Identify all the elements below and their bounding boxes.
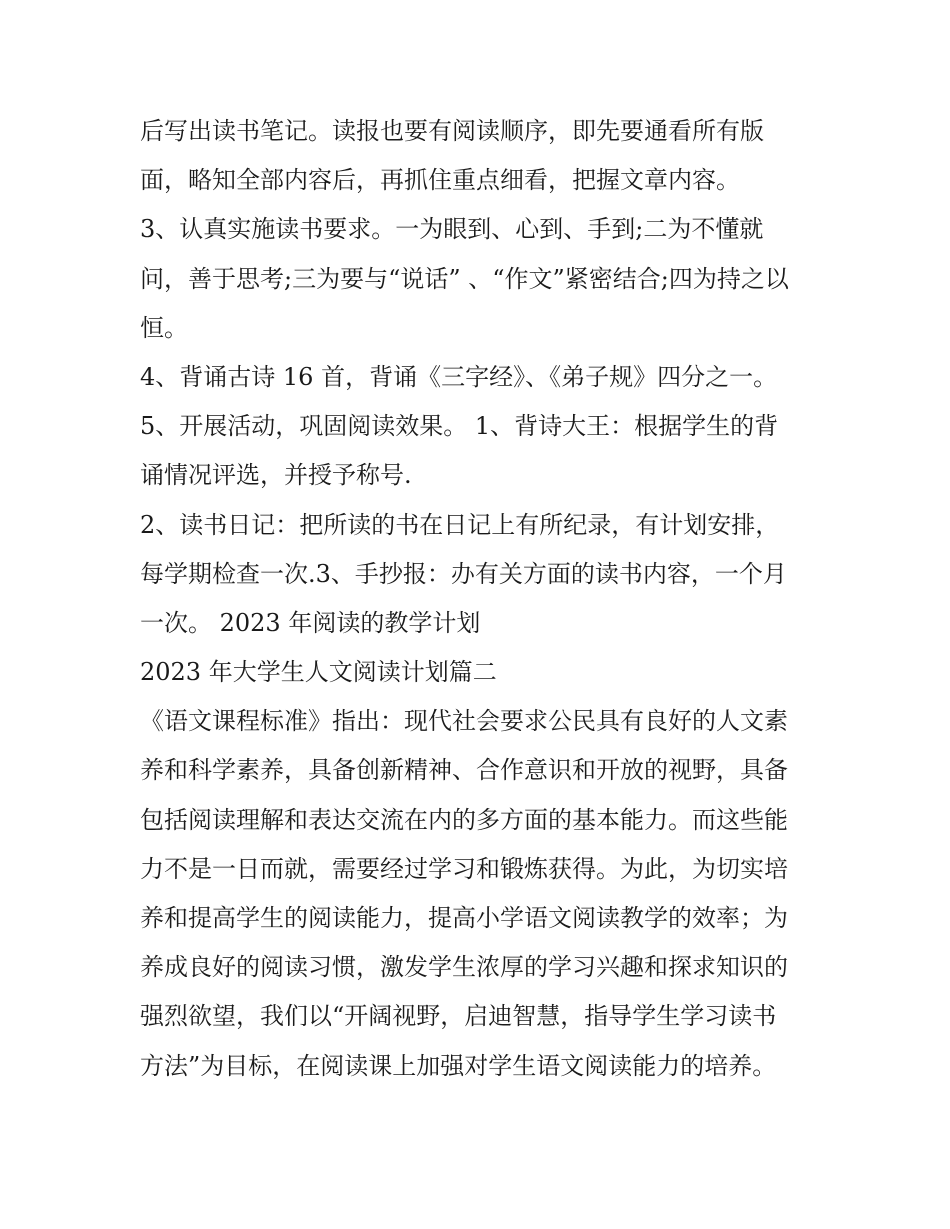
text-line: 包括阅读理解和表达交流在内的多方面的基本能力。而这些能 bbox=[140, 805, 788, 834]
text-line: 一次。 2023 年阅读的教学计划 bbox=[140, 608, 481, 637]
document-body bbox=[140, 107, 830, 1091]
text-line: 诵情况评选，并授予称号. bbox=[140, 461, 412, 490]
text-line: 5、开展活动，巩固阅读效果。 1、背诗大王：根据学生的背 bbox=[140, 412, 779, 441]
text-line: 方法”为目标，在阅读课上加强对学生语文阅读能力的培养。 bbox=[140, 1051, 777, 1080]
text-line: 恒。 bbox=[140, 313, 188, 342]
text-line: 力不是一日而就，需要经过学习和锻炼获得。为此，为切实培 bbox=[140, 854, 788, 883]
text-line: 面，略知全部内容后，再抓住重点细看，把握文章内容。 bbox=[140, 166, 740, 195]
text-line: 养成良好的阅读习惯，激发学生浓厚的学习兴趣和探求知识的 bbox=[140, 953, 788, 982]
text-line: 每学期检查一次.3、手抄报：办有关方面的读书内容，一个月 bbox=[140, 559, 787, 588]
text-line: 3、认真实施读书要求。一为眼到、心到、手到;二为不懂就 bbox=[140, 215, 764, 244]
section-heading: 2023 年大学生人文阅读计划篇二 bbox=[140, 658, 497, 687]
text-line: 后写出读书笔记。读报也要有阅读顺序，即先要通看所有版 bbox=[140, 117, 764, 145]
text-line: 2、读书日记：把所读的书在日记上有所纪录，有计划安排， bbox=[140, 510, 780, 539]
text-line: 4、背诵古诗 16 首，背诵《三字经》、《弟子规》四分之一。 bbox=[140, 362, 778, 391]
text-line: 养和科学素养，具备创新精神、合作意识和开放的视野，具备 bbox=[140, 756, 788, 785]
text-line: 强烈欲望，我们以“开阔视野，启迪智慧，指导学生学习读书 bbox=[140, 1002, 777, 1031]
text-line: 问，善于思考;三为要与“说话” 、“作文”紧密结合;四为持之以 bbox=[140, 264, 789, 293]
text-line: 《语文课程标准》指出：现代社会要求公民具有良好的人文素 bbox=[140, 707, 788, 736]
text-line: 养和提高学生的阅读能力，提高小学语文阅读教学的效率；为 bbox=[140, 904, 788, 932]
